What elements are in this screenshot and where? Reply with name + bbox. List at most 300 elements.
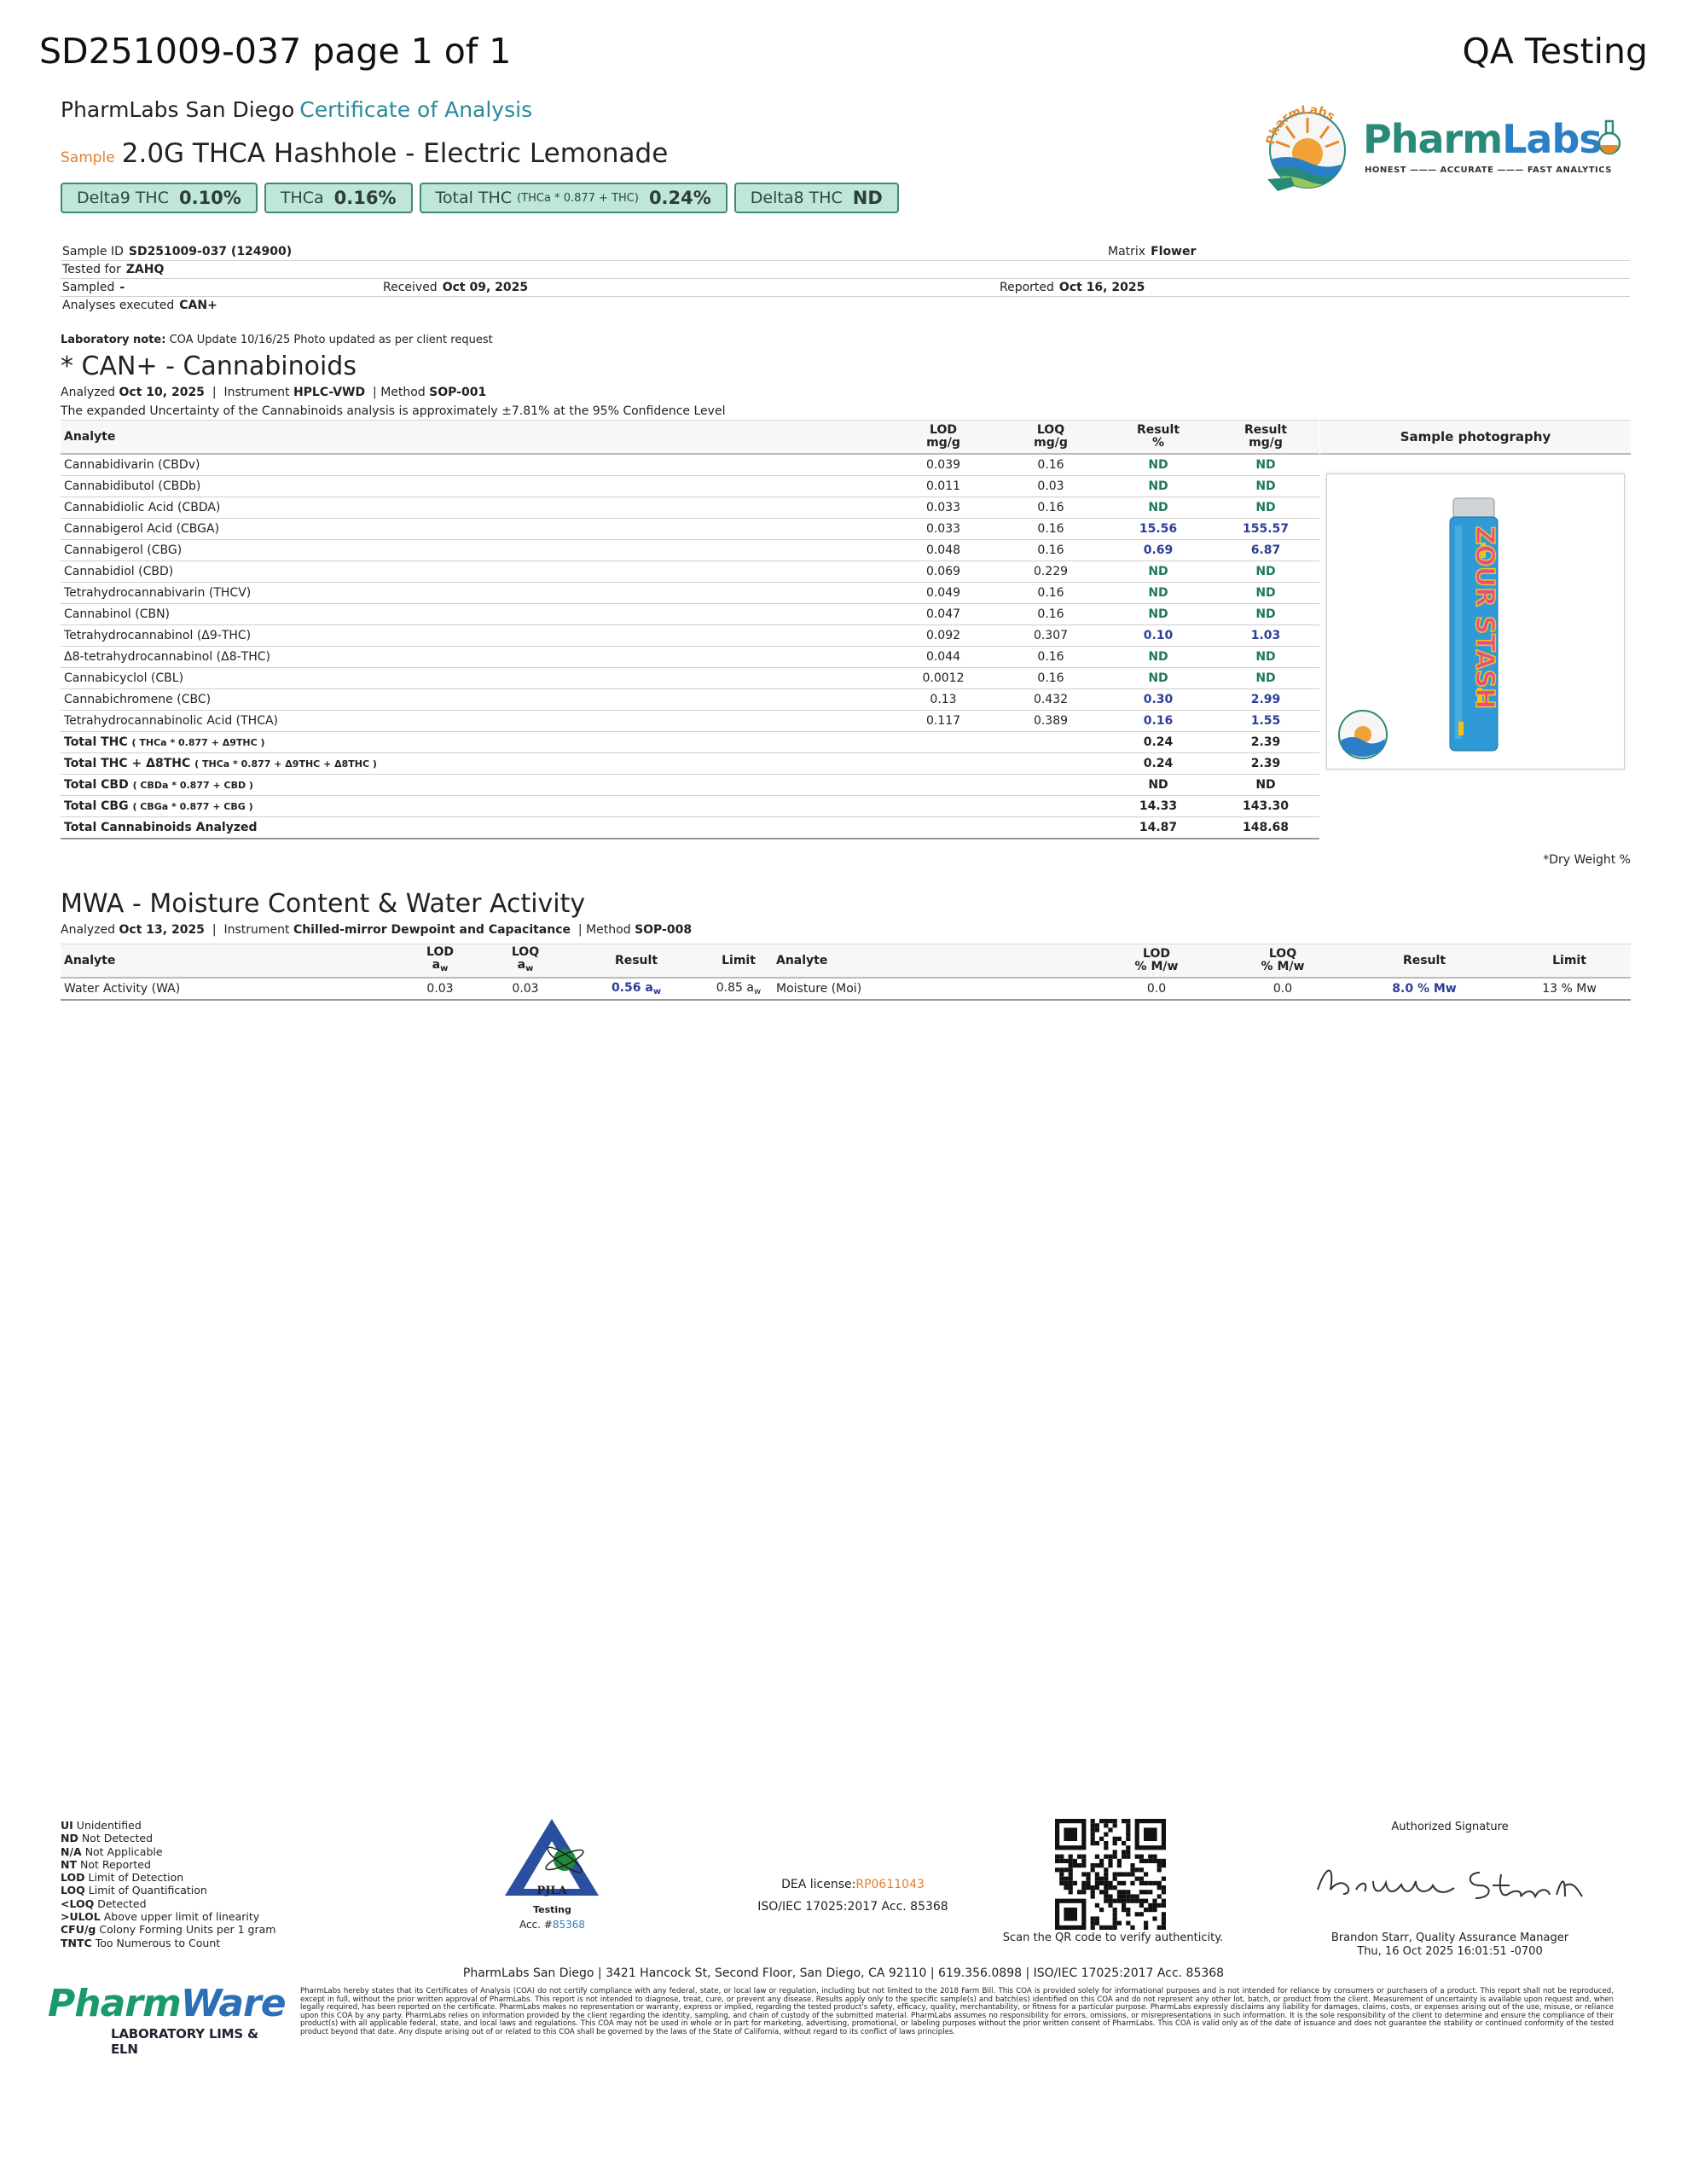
col-lod (890, 421, 997, 455)
sample-meta (61, 242, 1630, 319)
col-result-mg-label: Result (1244, 423, 1288, 437)
licenses (751, 1873, 955, 1918)
legend-text: Not Applicable (84, 1844, 163, 1858)
mwa-instrument-value: Chilled-mirror Dewpoint and Capacitance (293, 923, 571, 937)
meta-row-3 (61, 278, 1630, 297)
loq-value: 0.16 (997, 668, 1104, 689)
mwa-col-limit2: Limit (1508, 944, 1631, 979)
table-row (61, 519, 1319, 540)
legend-abbr: LOQ (61, 1884, 85, 1897)
mwa-method-value: SOP-008 (635, 923, 693, 937)
cannabinoids-analysis-info: Analyzed Oct 10, 2025 | Instrument HPLC-VWD | Method SOP-001 (61, 386, 487, 399)
total-pct: 14.87 (1104, 817, 1212, 839)
total-row (61, 753, 1319, 775)
legend-abbr: UI (61, 1819, 73, 1832)
result-mg: ND (1212, 647, 1319, 668)
legend-item (61, 1910, 275, 1923)
pharmware-wordmark (48, 1982, 286, 2025)
legend-abbr: CFU/g (61, 1923, 96, 1937)
logo-tagline: HONEST ——— ACCURATE ——— FAST ANALYTICS (1365, 166, 1612, 175)
matrix-label: Matrix (1108, 245, 1146, 258)
summary-value: 0.16% (333, 188, 397, 208)
empty-cell (997, 817, 1104, 839)
mwa-col-lod-unit: a (432, 958, 441, 972)
total-mg: ND (1212, 775, 1319, 796)
loq-value: 0.432 (997, 689, 1104, 711)
summary-value: 0.10% (178, 188, 241, 208)
loq-value: 0.389 (997, 711, 1104, 732)
col-analyte: Analyte (61, 421, 890, 455)
table-row (61, 689, 1319, 711)
pharmlabs-logo (1261, 101, 1627, 195)
total-row (61, 775, 1319, 796)
lab-note-text: COA Update 10/16/25 Photo updated as per client request (169, 334, 493, 346)
col-result-mg (1212, 421, 1319, 455)
mwa-header-row (61, 944, 1631, 979)
sample-id-value: SD251009-037 (124900) (128, 245, 293, 258)
empty-cell (997, 775, 1104, 796)
mwa-result2: 8.0 % Mw (1341, 978, 1508, 1000)
sampled (62, 281, 125, 294)
summary-value: 0.24% (648, 188, 711, 208)
mwa-col-limit: Limit (704, 944, 773, 979)
lod-value: 0.044 (890, 647, 997, 668)
mwa-col-result: Result (568, 944, 704, 979)
signature-image (1309, 1856, 1591, 1907)
table-row (61, 668, 1319, 689)
signature-title: Authorized Signature (1391, 1821, 1509, 1833)
lod-value: 0.117 (890, 711, 997, 732)
meta-row-1 (61, 242, 1630, 261)
analyte-name: Cannabidibutol (CBDb) (61, 476, 890, 497)
mwa-instrument-label: Instrument (223, 923, 290, 937)
result-pct: 0.30 (1104, 689, 1212, 711)
result-mg: 1.55 (1212, 711, 1319, 732)
sample-title (61, 138, 668, 169)
col-result-pct (1104, 421, 1212, 455)
total-name: Total CBD (64, 778, 129, 792)
mwa-col-loq2-label: LOQ (1268, 947, 1297, 961)
legend-abbr: LOD (61, 1871, 85, 1885)
result-mg: ND (1212, 454, 1319, 476)
analyte-name: Tetrahydrocannabinolic Acid (THCA) (61, 711, 890, 732)
pjla-accreditation (503, 1817, 601, 1931)
col-result-mg-unit: mg/g (1249, 436, 1283, 450)
analyses-value: CAN+ (179, 299, 217, 312)
result-pct: 0.69 (1104, 540, 1212, 561)
mwa-result-value: 0.56 a (611, 981, 653, 995)
col-result-pct-unit: % (1151, 436, 1165, 450)
pharmware-a: Pharm (48, 1982, 181, 2025)
mwa-loq2: 0.0 (1225, 978, 1341, 1000)
legend-item (61, 1832, 275, 1844)
table-row (61, 711, 1319, 732)
legend-item (61, 1858, 275, 1871)
legend-text: Above upper limit of linearity (103, 1910, 260, 1924)
summary-label: Delta8 THC (750, 189, 843, 207)
summary-pill-delta8 (734, 183, 899, 213)
instrument-value: HPLC-VWD (293, 386, 366, 399)
mwa-col-loq-label: LOQ (511, 945, 540, 959)
mwa-lod: 0.03 (397, 978, 483, 1000)
empty-cell (890, 753, 997, 775)
result-pct: 0.16 (1104, 711, 1212, 732)
result-mg: ND (1212, 561, 1319, 583)
sampled-label: Sampled (62, 281, 115, 294)
analyte-name: Δ8-tetrahydrocannabinol (Δ8-THC) (61, 647, 890, 668)
result-mg: ND (1212, 604, 1319, 625)
col-lod-label: LOD (930, 423, 957, 437)
mwa-loq: 0.03 (483, 978, 568, 1000)
mwa-col-lod2-label: LOD (1143, 947, 1170, 961)
mwa-col-loq (483, 944, 568, 979)
empty-cell (890, 817, 997, 839)
logo-brand-a: Pharm (1363, 116, 1503, 162)
tested-for (62, 263, 164, 276)
table-row (61, 583, 1319, 604)
empty-cell (890, 796, 997, 817)
logo-arc-text (1261, 101, 1359, 152)
pharmware-logo (48, 1982, 286, 2057)
reported-value: Oct 16, 2025 (1058, 281, 1145, 294)
total-name: Total THC (64, 735, 128, 749)
result-mg: 155.57 (1212, 519, 1319, 540)
method-label: Method (380, 386, 426, 399)
sample-id (62, 245, 292, 258)
matrix-value: Flower (1151, 245, 1197, 258)
pharmware-sub: LABORATORY LIMS & ELN (111, 2026, 258, 2057)
loq-value: 0.16 (997, 454, 1104, 476)
total-name: Total THC + Δ8THC (64, 757, 191, 770)
legend-item (61, 1845, 275, 1858)
analyte-name: Cannabinol (CBN) (61, 604, 890, 625)
analyzed-date: Oct 10, 2025 (119, 386, 205, 399)
sample-photo (1326, 473, 1625, 770)
page-id: SD251009-037 page 1 of 1 (39, 31, 512, 72)
table-row (61, 497, 1319, 519)
total-mg: 2.39 (1212, 732, 1319, 753)
sampled-value: - (119, 281, 125, 294)
svg-text:PJLA: PJLA (536, 1885, 567, 1897)
table-row (61, 978, 1631, 1000)
summary-formula: (THCa * 0.877 + THC) (517, 191, 639, 205)
lod-value: 0.033 (890, 519, 997, 540)
lod-value: 0.049 (890, 583, 997, 604)
empty-cell (997, 796, 1104, 817)
empty-cell (890, 775, 997, 796)
total-label (61, 817, 890, 839)
result-mg: ND (1212, 497, 1319, 519)
legend-text: Too Numerous to Count (95, 1936, 221, 1949)
result-pct: ND (1104, 583, 1212, 604)
mwa-col-lod (397, 944, 483, 979)
mwa-col-loq-unit: a (517, 958, 526, 972)
mwa-analyte: Water Activity (WA) (61, 978, 397, 1000)
reported-label: Reported (1000, 281, 1054, 294)
total-pct: 0.24 (1104, 753, 1212, 775)
result-pct: ND (1104, 476, 1212, 497)
sample-id-label: Sample ID (62, 245, 124, 258)
legend-abbr: NT (61, 1857, 77, 1871)
total-label (61, 775, 890, 796)
cannabinoids-table (61, 420, 1319, 839)
potency-summary (61, 183, 899, 213)
sample-label: Sample (61, 149, 115, 166)
meta-row-2 (61, 260, 1630, 279)
logo-brand (1363, 116, 1602, 162)
matrix (1108, 245, 1196, 258)
col-loq-label: LOQ (1036, 423, 1065, 437)
mwa-analyzed-label: Analyzed (61, 923, 116, 937)
total-row (61, 796, 1319, 817)
qr-code[interactable] (1055, 1819, 1166, 1930)
mwa-col-lod-label: LOD (426, 945, 454, 959)
loq-value: 0.16 (997, 497, 1104, 519)
instrument-label: Instrument (223, 386, 290, 399)
total-row (61, 732, 1319, 753)
dea-number: RP0611043 (855, 1878, 925, 1891)
legend-item (61, 1897, 275, 1910)
result-pct: ND (1104, 647, 1212, 668)
legend-text: Not Detected (81, 1832, 154, 1845)
pjla-logo-icon (503, 1817, 601, 1902)
analyte-name: Tetrahydrocannabivarin (THCV) (61, 583, 890, 604)
loq-value: 0.16 (997, 519, 1104, 540)
abbreviation-legend (61, 1819, 275, 1949)
product-tube-text: ZOUR STASH (1470, 526, 1499, 710)
mwa-col-analyte: Analyte (61, 944, 397, 979)
mwa-title: MWA - Moisture Content & Water Activity (61, 889, 586, 919)
legend-item (61, 1923, 275, 1936)
legend-abbr: TNTC (61, 1936, 92, 1949)
mwa-analyte2: Moisture (Moi) (773, 978, 1088, 1000)
mwa-limit-value: 0.85 a (716, 981, 754, 995)
legal-disclaimer: PharmLabs hereby states that its Certificates of Analysis (COA) do not certify compliance with any federal, state, or local law or regulation, including but not limited to the 2018 Farm Bill. This COA is provided solely for informational purposes and is not intended for reliance by consumers or purchasers of a product. This report shall not be reproduced, except in full, without the prior written approval of PharmLabs. This report is not intended to diagnose, treat, cure, or prevent any disease. Results apply only to the specific sample(s) and batch(es) identified on this COA and do not represent any other lot, batch, or product from the client. Measurement of uncertainty is available upon request and, when legally required, has been reported on the certificate. PharmLabs makes no representation or warranty, express or implied, regarding the tested product's safety, efficacy, quality, merchantability, or fitness for a particular purpose. PharmLabs expressly disclaims any liability for damages, claims, costs, or expenses arising out of the use, misuse, or reliance upon this COA by any party. PharmLabs relies on information provided by the client regarding the identity, sampling, and chain of custody of the submitted material. PharmLabs assumes no responsibility for errors, omissions, or misrepresentations in such information. It is the sole responsibility of the client to determine and ensure the compliance of their product(s) with all applicable federal, state, and local laws and regulations. This COA may not be used in whole or in part for marketing, advertising, promotional, or labeling purposes without the prior written consent of PharmLabs. This COA is valid only as of the date of issuance and does not guarantee the stability or continued conformity of the tested product beyond that date. Any dispute arising out of or related to this COA shall be governed by the laws of the State of California, without regard to its conflict of laws principles. (300, 1987, 1614, 2036)
total-formula: ( CBDa * 0.877 + CBD ) (132, 780, 253, 791)
pjla-acc (503, 1919, 601, 1931)
legend-text: Limit of Quantification (88, 1884, 207, 1897)
dry-weight-note: *Dry Weight % (1543, 853, 1631, 867)
summary-value: ND (852, 188, 883, 208)
lod-value: 0.13 (890, 689, 997, 711)
summary-label: Total THC (435, 189, 513, 207)
legend-text: Unidentified (76, 1819, 142, 1832)
pjla-sub: Testing (533, 1904, 571, 1915)
result-pct: ND (1104, 454, 1212, 476)
table-header-row (61, 421, 1319, 455)
table-row (61, 476, 1319, 497)
summary-pill-thca (264, 183, 413, 213)
uncertainty-note: The expanded Uncertainty of the Cannabinoids analysis is approximately ±7.81% at the 95% Confidence Level (61, 404, 726, 418)
analyte-name: Cannabigerol Acid (CBGA) (61, 519, 890, 540)
result-mg: ND (1212, 476, 1319, 497)
cannabinoids-title: * CAN+ - Cannabinoids (61, 351, 357, 381)
total-name: Total Cannabinoids Analyzed (64, 821, 258, 834)
dea-label: DEA license: (781, 1878, 856, 1891)
mwa-analysis-info: Analyzed Oct 13, 2025 | Instrument Chilled-mirror Dewpoint and Capacitance | Method SOP-008 (61, 923, 693, 937)
loq-value: 0.16 (997, 583, 1104, 604)
pjla-acc-number: 85368 (552, 1919, 586, 1931)
result-pct: 15.56 (1104, 519, 1212, 540)
lod-value: 0.069 (890, 561, 997, 583)
signer (1279, 1931, 1620, 1959)
received (383, 281, 528, 294)
total-formula: ( THCa * 0.877 + Δ9THC + Δ8THC ) (194, 758, 377, 770)
legend-item (61, 1937, 275, 1949)
pjla-acc-label: Acc. # (519, 1919, 553, 1931)
received-label: Received (383, 281, 438, 294)
summary-pill-total-thc (420, 183, 728, 213)
total-label (61, 732, 890, 753)
result-pct: 0.10 (1104, 625, 1212, 647)
product-tube-image (1327, 474, 1624, 769)
mwa-col-analyte2: Analyte (773, 944, 1088, 979)
total-pct: 14.33 (1104, 796, 1212, 817)
table-row (61, 604, 1319, 625)
legend-abbr: <LOQ (61, 1896, 95, 1910)
result-mg: 1.03 (1212, 625, 1319, 647)
loq-value: 0.229 (997, 561, 1104, 583)
subscript-w: w (525, 964, 534, 973)
analyte-name: Cannabicyclol (CBL) (61, 668, 890, 689)
legend-text: Detected (97, 1896, 147, 1910)
col-lod-unit: mg/g (926, 436, 960, 450)
legend-text: Not Reported (79, 1857, 151, 1871)
result-mg: 2.99 (1212, 689, 1319, 711)
total-mg: 148.68 (1212, 817, 1319, 839)
mwa-col-loq2-unit: % M/w (1261, 960, 1305, 973)
mwa-analyzed-date: Oct 13, 2025 (119, 923, 205, 937)
total-mg: 143.30 (1212, 796, 1319, 817)
result-pct: ND (1104, 561, 1212, 583)
lab-note-label: Laboratory note: (61, 334, 166, 346)
legend-abbr: >ULOL (61, 1910, 101, 1924)
analyte-name: Cannabidiolic Acid (CBDA) (61, 497, 890, 519)
col-loq (997, 421, 1104, 455)
logo-brand-b: Labs (1502, 116, 1602, 162)
coa-label: Certificate of Analysis (299, 97, 533, 122)
total-name: Total CBG (64, 799, 129, 813)
loq-value: 0.16 (997, 540, 1104, 561)
loq-value: 0.03 (997, 476, 1104, 497)
total-pct: ND (1104, 775, 1212, 796)
summary-label: Delta9 THC (77, 189, 169, 207)
lod-value: 0.033 (890, 497, 997, 519)
summary-pill-delta9 (61, 183, 258, 213)
result-pct: ND (1104, 604, 1212, 625)
legend-text: Colony Forming Units per 1 gram (99, 1923, 276, 1937)
subscript-w: w (652, 987, 662, 996)
laboratory-note (61, 334, 493, 346)
mwa-col-result2: Result (1341, 944, 1508, 979)
result-mg: 6.87 (1212, 540, 1319, 561)
total-label (61, 796, 890, 817)
analyte-name: Cannabidivarin (CBDv) (61, 454, 890, 476)
sample-name: 2.0G THCA Hashhole - Electric Lemonade (121, 138, 669, 169)
signer-name: Brandon Starr, Quality Assurance Manager (1330, 1931, 1569, 1944)
total-mg: 2.39 (1212, 753, 1319, 775)
lod-value: 0.047 (890, 604, 997, 625)
legend-abbr: ND (61, 1832, 78, 1845)
lod-value: 0.048 (890, 540, 997, 561)
sample-photography-header: Sample photography (1320, 420, 1631, 455)
analyte-name: Cannabichromene (CBC) (61, 689, 890, 711)
result-mg: ND (1212, 668, 1319, 689)
analyses-label: Analyses executed (62, 299, 175, 312)
empty-cell (997, 753, 1104, 775)
col-loq-unit: mg/g (1034, 436, 1068, 450)
meta-row-4 (61, 296, 1630, 314)
mwa-table (61, 944, 1631, 1001)
iso-accreditation: ISO/IEC 17025:2017 Acc. 85368 (757, 1900, 948, 1914)
total-label (61, 753, 890, 775)
analyzed-label: Analyzed (61, 386, 116, 399)
table-row (61, 540, 1319, 561)
legend-item (61, 1819, 275, 1832)
total-formula: ( THCa * 0.877 + Δ9THC ) (131, 737, 265, 748)
total-pct: 0.24 (1104, 732, 1212, 753)
subscript-w: w (754, 987, 762, 996)
lab-address: PharmLabs San Diego | 3421 Hancock St, Second Floor, San Diego, CA 92110 | 619.356.0898 | ISO/IEC 17025:2017 Acc. 85368 (462, 1966, 1225, 1980)
mwa-lod2: 0.0 (1088, 978, 1225, 1000)
mwa-col-loq2 (1225, 944, 1341, 979)
lod-value: 0.0012 (890, 668, 997, 689)
lab-name (61, 97, 532, 122)
lab-name-text: PharmLabs San Diego (61, 97, 295, 122)
pharmware-b: Ware (180, 1982, 286, 2025)
table-row (61, 561, 1319, 583)
mwa-limit (704, 978, 773, 1000)
svg-text:PharmLabs: PharmLabs (1264, 102, 1337, 146)
analyses-executed (62, 299, 217, 312)
tested-for-value: ZAHQ (125, 263, 165, 276)
method-value: SOP-001 (429, 386, 487, 399)
empty-cell (997, 732, 1104, 753)
subscript-w: w (440, 964, 449, 973)
legend-item (61, 1884, 275, 1896)
qr-caption: Scan the QR code to verify authenticity. (1002, 1931, 1224, 1944)
col-result-pct-label: Result (1136, 423, 1180, 437)
result-pct: ND (1104, 497, 1212, 519)
mwa-col-lod2-unit: % M/w (1134, 960, 1179, 973)
total-row (61, 817, 1319, 839)
reported (1000, 281, 1145, 294)
total-formula: ( CBGa * 0.877 + CBG ) (132, 801, 253, 812)
mwa-result (568, 978, 704, 1000)
dea-license (751, 1873, 955, 1896)
received-value: Oct 09, 2025 (442, 281, 529, 294)
lod-value: 0.011 (890, 476, 997, 497)
legend-abbr: N/A (61, 1844, 82, 1858)
mwa-limit2: 13 % Mw (1508, 978, 1631, 1000)
analyte-name: Cannabidiol (CBD) (61, 561, 890, 583)
qa-testing-label: QA Testing (1462, 31, 1648, 72)
summary-label: THCa (280, 189, 324, 207)
loq-value: 0.16 (997, 604, 1104, 625)
loq-value: 0.16 (997, 647, 1104, 668)
tested-for-label: Tested for (62, 263, 121, 276)
table-row (61, 625, 1319, 647)
signature-date: Thu, 16 Oct 2025 16:01:51 -0700 (1357, 1945, 1543, 1958)
table-row (61, 454, 1319, 476)
result-pct: ND (1104, 668, 1212, 689)
table-row (61, 647, 1319, 668)
mwa-method-label: Method (586, 923, 631, 937)
mwa-col-lod2 (1088, 944, 1225, 979)
loq-value: 0.307 (997, 625, 1104, 647)
lod-value: 0.092 (890, 625, 997, 647)
flask-icon (1597, 119, 1622, 157)
